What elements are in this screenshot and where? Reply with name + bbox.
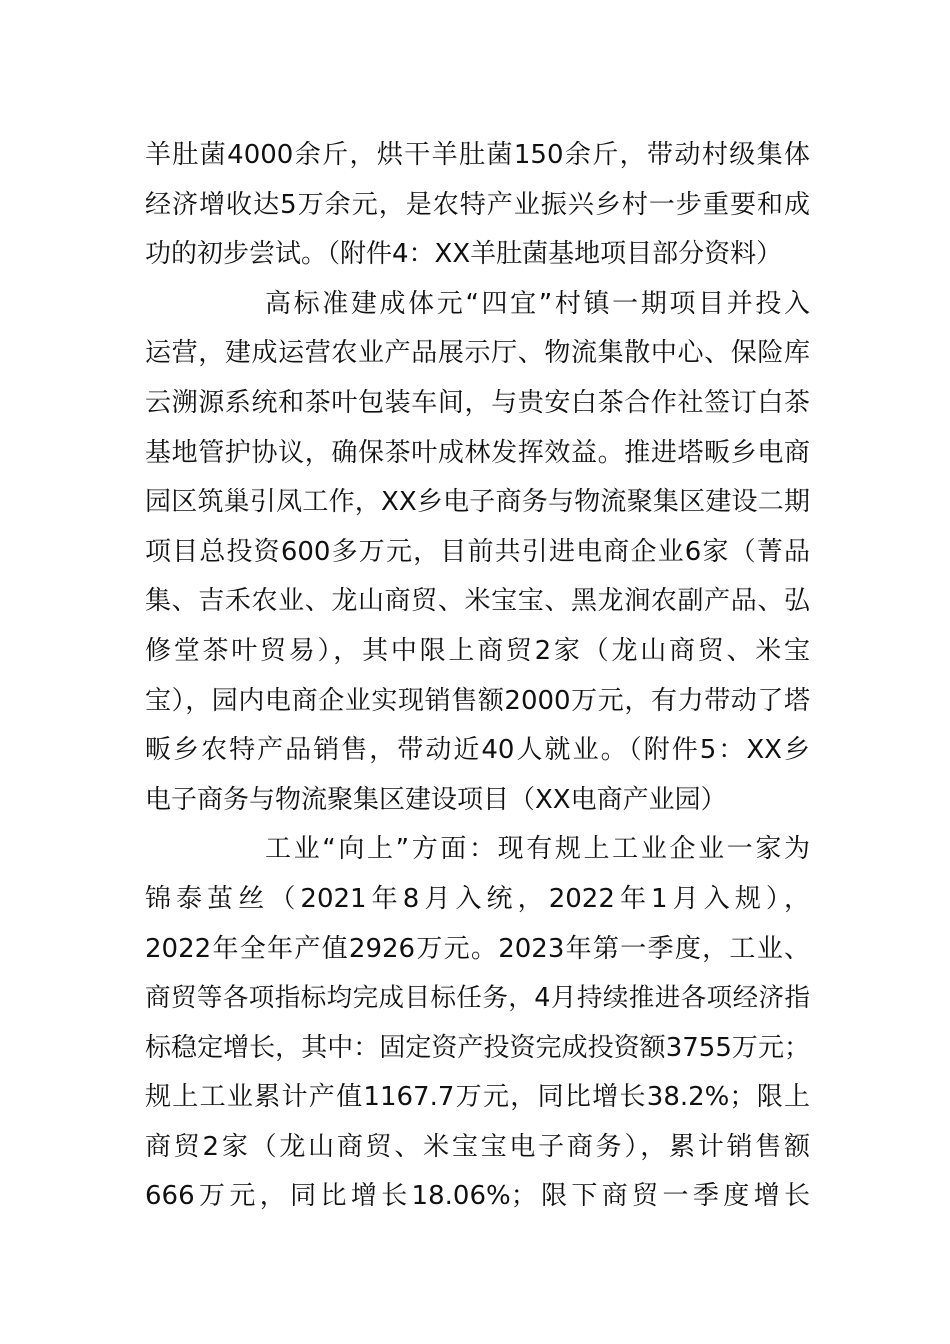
text-line: 项目总投资600多万元，目前共引进电商企业6家（菁品 <box>145 536 810 567</box>
text-line: 2022年全年产值2926万元。2023年第一季度，工业、 <box>145 933 810 964</box>
text-line: 666万元，同比增长18.06%；限下商贸一季度增长 <box>145 1181 810 1212</box>
text-line: 锦泰茧丝（2021年8月入统，2022年1月入规）， <box>145 883 810 914</box>
text-line: 园区筑巢引凤工作，XX乡电子商务与物流聚集区建设二期 <box>145 487 810 518</box>
text-line: 功的初步尝试。（附件4：XX羊肚菌基地项目部分资料） <box>145 239 783 270</box>
text-line: 宝），园内电商企业实现销售额2000万元，有力带动了塔 <box>145 685 810 716</box>
text-line: 云溯源系统和茶叶包装车间，与贵安白茶合作社签订白茶 <box>145 387 810 418</box>
text-line: 运营，建成运营农业产品展示厅、物流集散中心、保险库 <box>145 338 810 369</box>
document-body <box>145 131 810 1222</box>
paragraph-first-line: 高标准建成体元“四宜”村镇一期项目并投入 <box>265 288 810 319</box>
text-line: 商贸等各项指标均完成目标任务，4月持续推进各项经济指 <box>145 983 810 1014</box>
text-line: 羊肚菌4000余斤，烘干羊肚菌150余斤，带动村级集体 <box>145 140 810 170</box>
text-line: 集、吉禾农业、龙山商贸、米宝宝、黑龙涧农副产品、弘 <box>145 586 810 617</box>
text-line: 基地管护协议，确保茶叶成林发挥效益。推进塔畈乡电商 <box>145 437 810 468</box>
text-line: 标稳定增长，其中：固定资产投资完成投资额3755万元； <box>145 1032 810 1063</box>
text-line: 规上工业累计产值1167.7万元，同比增长38.2%；限上 <box>145 1082 810 1113</box>
text-line: 修堂茶叶贸易），其中限上商贸2家（龙山商贸、米宝 <box>145 635 810 666</box>
paragraph-first-line: 工业“向上”方面：现有规上工业企业一家为 <box>265 834 810 865</box>
text-line: 经济增收达5万余元，是农特产业振兴乡村一步重要和成 <box>145 189 810 220</box>
text-line: 畈乡农特产品销售，带动近40人就业。（附件5：XX乡 <box>145 735 810 766</box>
text-line: 电子商务与物流聚集区建设项目（XX电商产业园） <box>145 784 727 815</box>
text-line: 商贸2家（龙山商贸、米宝宝电子商务），累计销售额 <box>145 1131 810 1162</box>
